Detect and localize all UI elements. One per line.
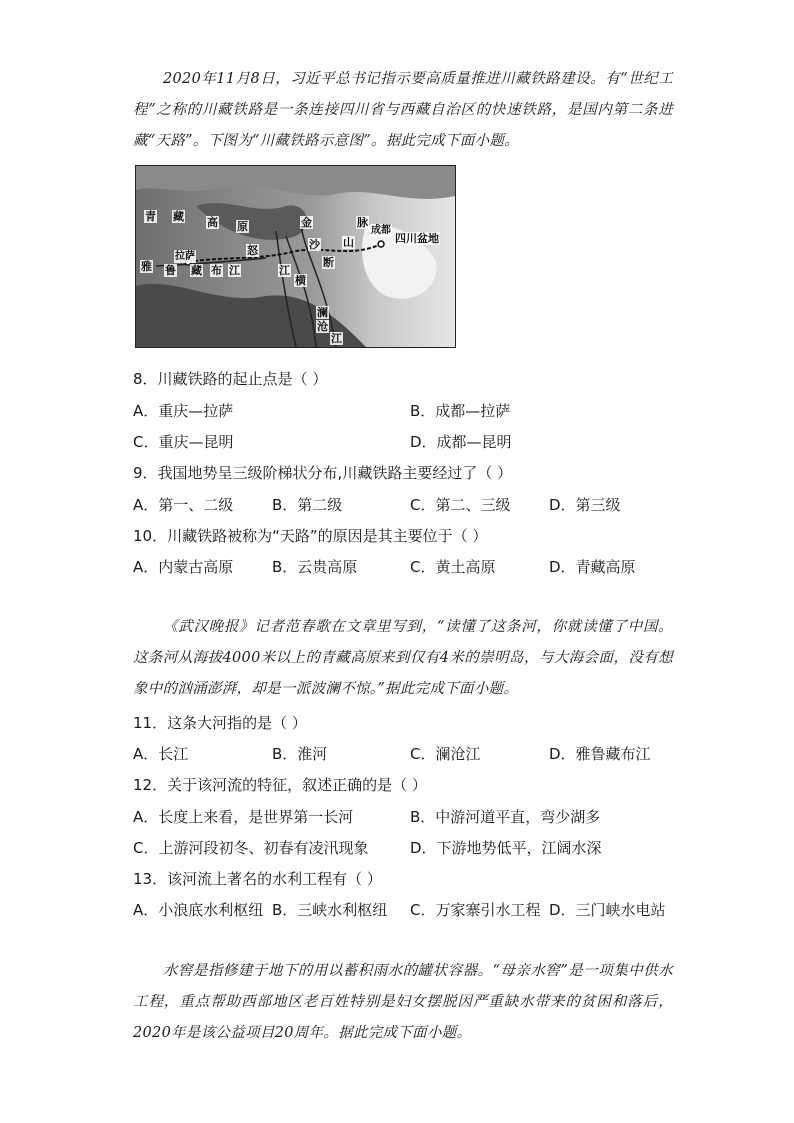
question-stem-12: 12．关于该河流的特征，叙述正确的是（ ） [133, 776, 427, 794]
option-12c[interactable]: C．上游河段初冬、初春有凌汛现象 [133, 839, 369, 857]
question-stem-9: 9．我国地势呈三级阶梯状分布,川藏铁路主要经过了（ ） [133, 464, 513, 482]
map-label: 澜 [317, 306, 328, 319]
option-8a[interactable]: A．重庆—拉萨 [133, 402, 234, 420]
option-9b[interactable]: B．第二级 [272, 496, 343, 514]
option-12d[interactable]: D．下游地势低平，江阔水深 [410, 839, 602, 857]
intro-paragraph-sichuan-tibet: 2020年11月8日，习近平总书记指示要高质量推进川藏铁路建设。有“世纪工程”之称的川藏铁路是一条连接四川省与西藏自治区的快速铁路，是国内第二条进藏“天路”。下图为“川藏铁路示意图”。据此完成下面小题。 [133, 71, 673, 149]
sichuan-tibet-railway-map [135, 165, 456, 348]
option-11d[interactable]: D．雅鲁藏布江 [549, 745, 651, 763]
map-label: 江 [279, 264, 290, 277]
option-11c[interactable]: C．澜沧江 [410, 745, 481, 763]
question-stem-10: 10．川藏铁路被称为“天路”的原因是其主要位于（ ） [133, 527, 488, 545]
map-label: 怒 [247, 244, 258, 257]
option-13c[interactable]: C．万家寨引水工程 [410, 901, 541, 919]
option-9a[interactable]: A．第一、二级 [133, 496, 234, 514]
map-label: 藏 [191, 264, 202, 277]
map-label-lhasa: 拉萨 [175, 251, 195, 262]
option-9c[interactable]: C．第二、三级 [410, 496, 511, 514]
option-13d[interactable]: D．三门峡水电站 [549, 901, 666, 919]
option-10b[interactable]: B．云贵高原 [272, 558, 358, 576]
question-stem-13: 13．该河流上著名的水利工程有（ ） [133, 870, 382, 888]
option-10c[interactable]: C．黄土高原 [410, 558, 496, 576]
option-10d[interactable]: D．青藏高原 [549, 558, 636, 576]
map-label: 脉 [357, 216, 368, 229]
option-11b[interactable]: B．淮河 [272, 745, 328, 763]
question-stem-11: 11．这条大河指的是（ ） [133, 714, 307, 732]
map-label-sichuan-basin: 四川盆地 [395, 232, 439, 245]
option-12b[interactable]: B．中游河道平直，弯少湖多 [410, 808, 601, 826]
map-label: 鲁 [165, 264, 176, 277]
intro-paragraph-water-cellar: 水窖是指修建于地下的用以蓄积雨水的罐状容器。“母亲水窖”是一项集中供水工程，重点帮助西部地区老百姓特别是妇女摆脱因严重缺水带来的贫困和落后，2020年是该公益项目20周年。据此完成下面小题。 [133, 963, 673, 1041]
map-label: 沧 [317, 320, 328, 333]
option-11a[interactable]: A．长江 [133, 745, 189, 763]
option-13b[interactable]: B．三峡水利枢纽 [272, 901, 388, 919]
map-label: 雅 [141, 260, 152, 273]
option-13a[interactable]: A．小浪底水利枢纽 [133, 901, 264, 919]
option-8b[interactable]: B．成都—拉萨 [410, 402, 511, 420]
map-label: 高 [207, 216, 218, 229]
map-label: 原 [237, 220, 248, 233]
option-8c[interactable]: C．重庆—昆明 [133, 433, 234, 451]
map-label: 青 [145, 210, 156, 223]
intro-paragraph-river: 《武汉晚报》记者范春歌在文章里写到，“读懂了这条河，你就读懂了中国。这条河从海拔4000米以上的青藏高原来到仅有4米的崇明岛，与大海会面，没有想象中的汹涌澎湃，却是一派波澜不惊。”据此完成下面小题。 [133, 619, 673, 697]
map-label-chengdu: 成都 [371, 225, 391, 236]
option-10a[interactable]: A．内蒙古高原 [133, 558, 234, 576]
map-label: 江 [229, 264, 240, 277]
option-12a[interactable]: A．长度上来看，是世界第一长河 [133, 808, 354, 826]
option-8d[interactable]: D．成都—昆明 [410, 433, 512, 451]
map-label: 断 [323, 256, 334, 269]
map-label: 藏 [173, 210, 184, 223]
map-label: 沙 [309, 238, 320, 251]
map-label: 山 [343, 236, 354, 249]
question-stem-8: 8．川藏铁路的起止点是（ ） [133, 370, 328, 388]
map-label: 横 [295, 274, 306, 287]
map-label: 金 [301, 216, 312, 229]
option-9d[interactable]: D．第三级 [549, 496, 621, 514]
map-label: 布 [211, 264, 222, 277]
map-label: 江 [331, 332, 342, 345]
